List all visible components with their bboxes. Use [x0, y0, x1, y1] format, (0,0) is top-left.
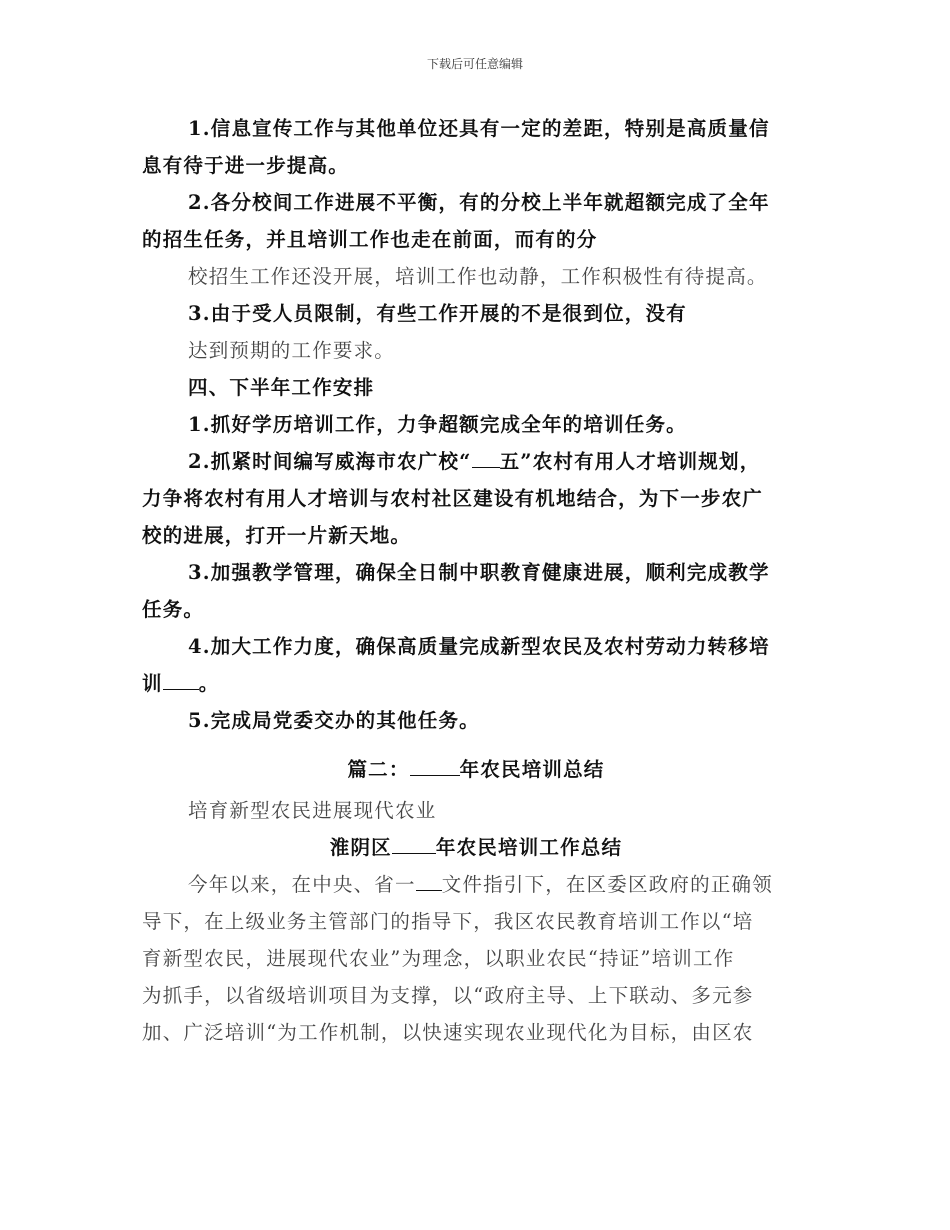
paragraph-line: 1.抓好学历培训工作，力争超额完成全年的培训任务。 [188, 413, 687, 436]
report-title [142, 829, 810, 866]
paragraph-line: 校招生工作还没开展，培训工作也动静，工作积极性有待提高。 [188, 265, 768, 288]
paragraph-line: 校的进展，打开一片新天地。 [142, 524, 412, 547]
blank-underline [163, 688, 199, 690]
text-segment: 五”农村有用人才培训规划， [499, 450, 761, 473]
paragraph-line: 为抓手，以省级培训项目为支撑，以“政府主导、上下联动、多元参 [142, 984, 754, 1007]
paragraph-line: 4.加大工作力度，确保高质量完成新型农民及农村劳动力转移培 [188, 635, 770, 658]
paragraph-line: 育新型农民，进展现代农业”为理念，以职业农民“持证”培训工作 [142, 947, 735, 970]
paragraph-line: 的招生任务，并且培训工作也走在前面，而有的分 [142, 228, 598, 251]
paragraph-line: 任务。 [142, 598, 205, 621]
text-segment: 训 [142, 672, 163, 695]
paragraph-line: 导下，在上级业务主管部门的指导下，我区农民教育培训工作以“培 [142, 910, 754, 933]
blank-underline [416, 889, 442, 891]
blank-underline [472, 466, 500, 468]
text-segment: 文件指引下，在区委区政府的正确领 [441, 873, 773, 896]
chapter-title [142, 751, 810, 788]
paragraph-line: 力争将农村有用人才培训与农村社区建设有机地结合，为下一步农广 [142, 487, 764, 510]
paragraph-line: 加、广泛培训“为工作机制，以快速实现农业现代化为目标，由区农 [142, 1021, 754, 1044]
document-body [142, 110, 810, 1051]
text-segment: 今年以来，在中央、省一 [188, 873, 416, 896]
paragraph-line: 3.由于受人员限制，有些工作开展的不是很到位，没有 [188, 302, 687, 325]
subtitle-line: 培育新型农民进展现代农业 [188, 799, 437, 822]
paragraph-line [142, 665, 810, 702]
text-segment: 年农民培训工作总结 [435, 836, 623, 859]
text-segment: 2.抓紧时间编写威海市农广校“ [188, 450, 472, 473]
text-segment: 。 [198, 672, 220, 695]
paragraph-line: 5.完成局党委交办的其他任务。 [188, 709, 480, 732]
text-segment: 年农民培训总结 [459, 758, 605, 781]
page-header: 下载后可任意编辑 [426, 57, 523, 71]
paragraph-line: 达到预期的工作要求。 [188, 339, 396, 362]
paragraph-line: 2.各分校间工作进展不平衡，有的分校上半年就超额完成了全年 [188, 191, 770, 214]
paragraph-line [142, 443, 810, 480]
text-segment: 淮阴区 [329, 836, 392, 859]
section-heading: 四、下半年工作安排 [188, 376, 375, 399]
paragraph-line: 息有待于进一步提高。 [142, 154, 350, 177]
blank-underline [392, 852, 436, 854]
blank-underline [410, 774, 460, 776]
text-segment: 篇二： [347, 758, 410, 781]
paragraph-line: 3.加强教学管理，确保全日制中职教育健康进展，顺利完成教学 [188, 561, 770, 584]
paragraph-line: 1.信息宣传工作与其他单位还具有一定的差距，特别是高质量信 [188, 117, 770, 140]
paragraph-line [142, 866, 810, 903]
